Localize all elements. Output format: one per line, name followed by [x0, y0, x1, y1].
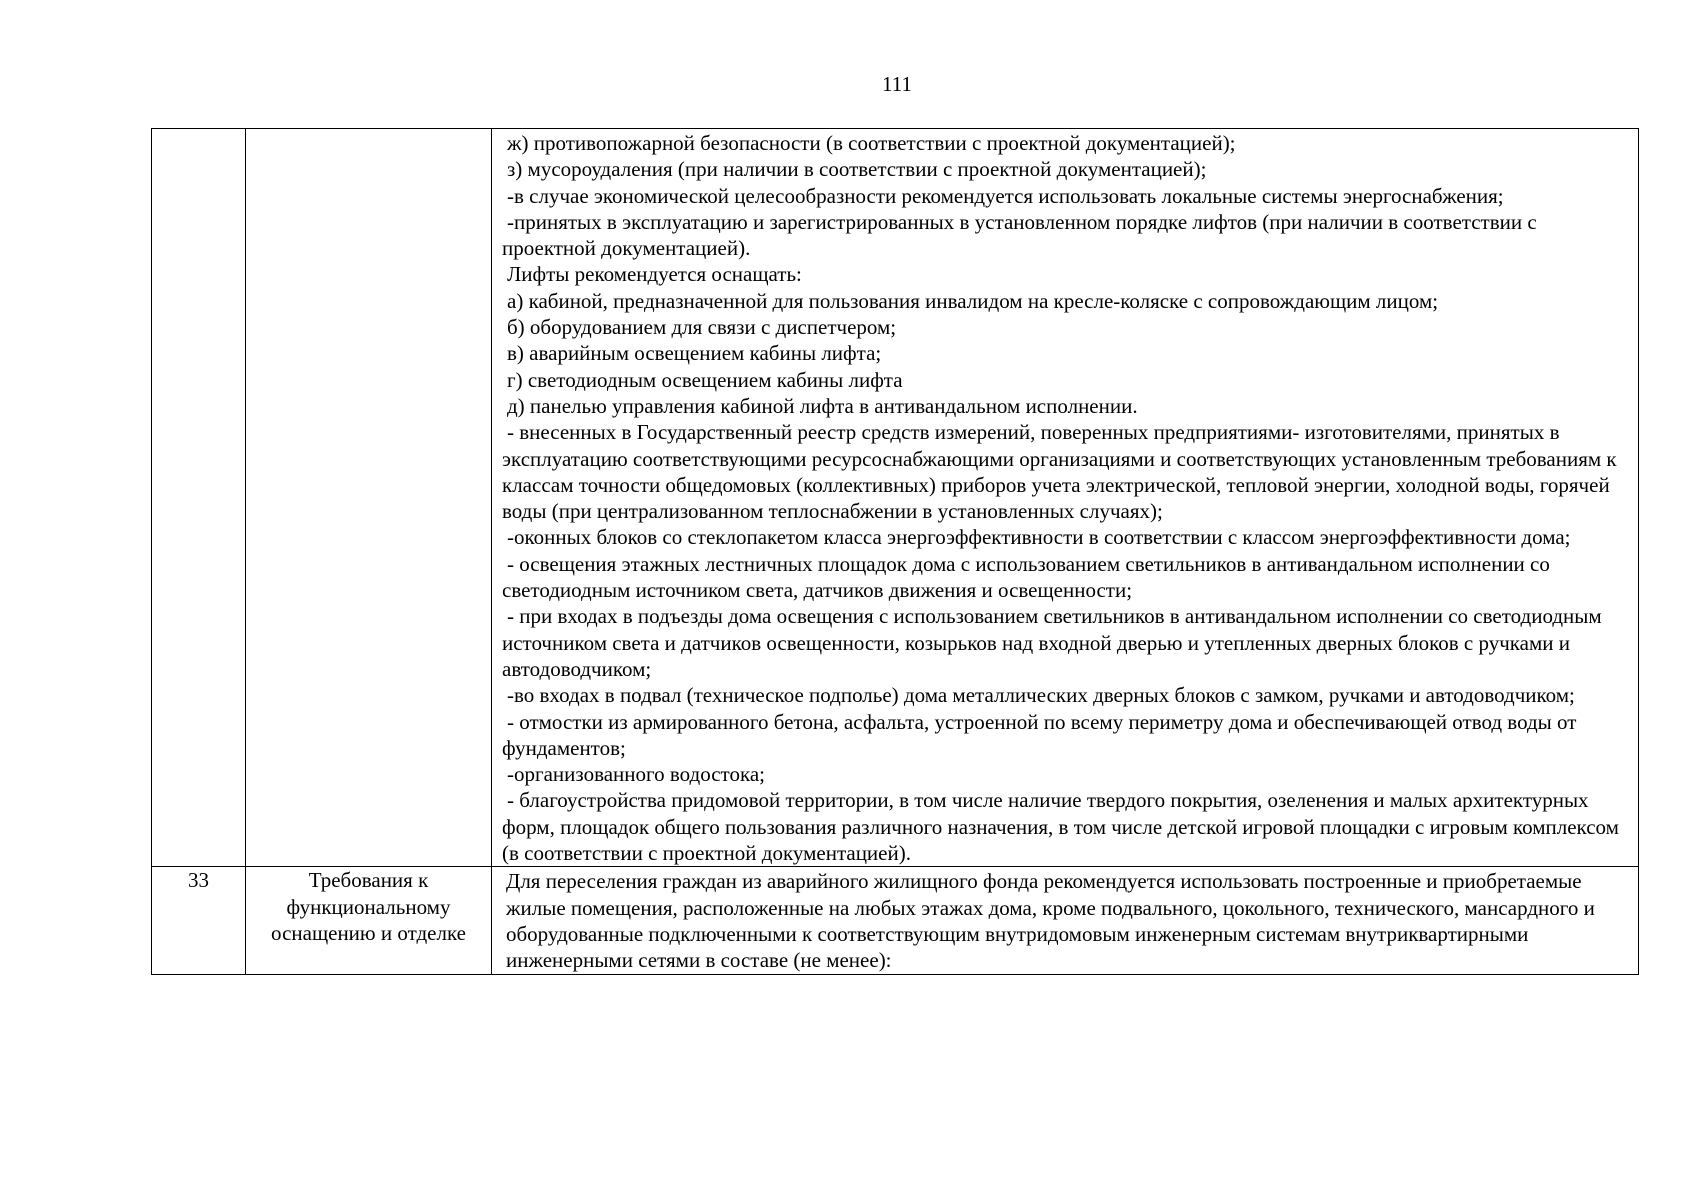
- list-item: в) аварийным освещением кабины лифта;: [507, 341, 882, 366]
- row-number: 33: [152, 867, 246, 974]
- list-item: б) оборудованием для связи с диспетчером;: [507, 315, 897, 340]
- requirement-cell-empty: [246, 129, 492, 867]
- list-item: д) панелью управления кабиной лифта в антивандальном исполнении.: [507, 393, 1138, 418]
- number-cell-empty: [152, 129, 246, 867]
- requirements-table: [151, 128, 1639, 975]
- list-item: - освещения этажных лестничных площадок дома с использованием светильников в антивандальном исполнении со светодиодным источником света, датчиков движения и освещенности;: [502, 551, 1550, 603]
- table-row-33: [152, 867, 1639, 974]
- list-item: -организованного водостока;: [507, 762, 765, 787]
- page-number: 111: [882, 72, 912, 96]
- list-item: - благоустройства придомовой территории, в том числе наличие твердого покрытия, озеленения и малых архитектурных форм, площадок общего пользования различного назначения, в том числе детской игровой площадки с игровым комплексом (в соответствии с проектной документацией).: [502, 788, 1619, 866]
- list-item: - при входах в подъезды дома освещения с использованием светильников в антивандальном исполнении со светодиодным источником света и датчиков освещенности, козырьков над входной дверью и утепленных дверных блоков с ручками и автодоводчиком;: [502, 604, 1602, 681]
- list-item: -во входах в подвал (техническое подполье) дома металлических дверных блоков с замком, ручками и автодоводчиком;: [507, 683, 1575, 708]
- list-item: - отмостки из армированного бетона, асфальта, устроенной по всему периметру дома и обеспечивающей отвод воды от фундаментов;: [502, 709, 1577, 760]
- requirement-name: Требования к функциональному оснащению и отделке: [246, 867, 492, 974]
- continuation-cell: [492, 129, 1639, 867]
- list-item: а) кабиной, предназначенной для пользования инвалидом на кресле-коляске с сопровождающим лицом;: [507, 288, 1439, 313]
- list-item: Лифты рекомендуется оснащать:: [507, 262, 802, 287]
- list-item: -в случае экономической целесообразности рекомендуется использовать локальные системы энергоснабжения;: [507, 183, 1504, 208]
- list-item: -принятых в эксплуатацию и зарегистрированных в установленном порядке лифтов (при наличии в соответствии с проектной документацией).: [502, 209, 1537, 261]
- list-item: -оконных блоков со стеклопакетом класса энергоэффективности в соответствии с классом энергоэффективности дома;: [507, 525, 1571, 550]
- table-row-continuation: [152, 129, 1639, 867]
- list-item: з) мусороудаления (при наличии в соответствии с проектной документацией);: [507, 157, 1207, 182]
- list-item: - внесенных в Государственный реестр средств измерений, поверенных предприятиями- изготовителями, принятых в эксплуатацию соответствующими ресурсоснабжающими организациями и соответствующих установленным требованиям к классам точности общедомовых (коллективных) приборов учета электрической, тепловой энергии, холодной воды, горячей воды (при централизованном теплоснабжении в установленных случаях);: [502, 420, 1617, 524]
- list-item: ж) противопожарной безопасности (в соответствии с проектной документацией);: [507, 131, 1236, 155]
- requirement-description: Для переселения граждан из аварийного жилищного фонда рекомендуется использовать построенные и приобретаемые жилые помещения, расположенные на любых этажах дома, кроме подвального, цокольного, технического, мансардного и оборудованные подключенными к соответствующим внутридомовым инженерным системам внутриквартирными инженерными сетями в составе (не менее):: [492, 867, 1639, 974]
- list-item: г) светодиодным освещением кабины лифта: [507, 367, 903, 392]
